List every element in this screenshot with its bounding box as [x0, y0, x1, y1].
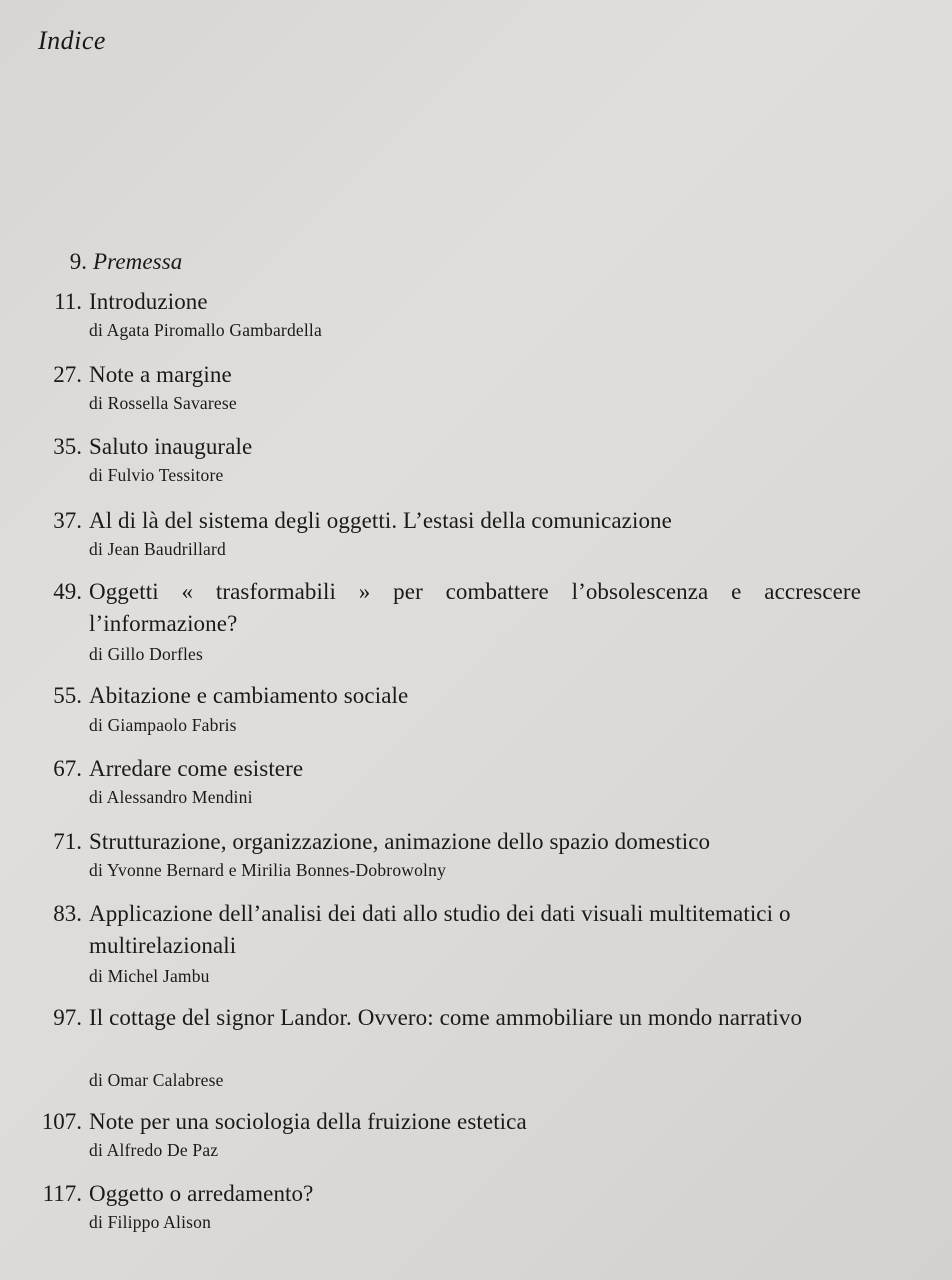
toc-page-number: 9.	[69, 249, 87, 274]
toc-author: di Giampaolo Fabris	[89, 715, 237, 735]
toc-page-number: 35.	[53, 434, 82, 459]
toc-page-number: 107.	[41, 1109, 82, 1134]
toc-author: di Rossella Savarese	[89, 393, 237, 413]
toc-title: Il cottage del signor Landor. Ovvero: come ammobiliare un mondo narrativo	[89, 1005, 803, 1030]
toc-page-number: 37.	[53, 508, 82, 533]
page-title: Indice	[38, 26, 106, 55]
toc-title: Strutturazione, organizzazione, animazione dello spazio domestico	[89, 829, 711, 854]
toc-title: Arredare come esistere	[89, 756, 304, 781]
toc-title: Introduzione	[89, 289, 208, 314]
toc-title: Note per una sociologia della fruizione estetica	[89, 1109, 527, 1134]
toc-page-number: 97.	[53, 1005, 82, 1030]
toc-title: Abitazione e cambiamento sociale	[89, 683, 409, 708]
toc-author: di Filippo Alison	[89, 1212, 212, 1232]
toc-title: Note a margine	[89, 362, 232, 387]
toc-page-number: 11.	[54, 289, 82, 314]
toc-title: Oggetti « trasformabili » per combattere l’obsolescenza e accrescere l’informazione?	[89, 579, 861, 636]
toc-title: Al di là del sistema degli oggetti. L’estasi della comunicazione	[89, 508, 672, 533]
toc-page-number: 67.	[53, 756, 82, 781]
toc-page-number: 27.	[53, 362, 82, 387]
toc-author: di Gillo Dorfles	[89, 644, 204, 664]
toc-author: di Alessandro Mendini	[89, 787, 253, 807]
toc-title: Oggetto o arredamento?	[89, 1181, 314, 1206]
toc-author: di Fulvio Tessitore	[89, 465, 224, 485]
toc-page-number: 49.	[53, 579, 82, 604]
toc-page-number: 55.	[53, 683, 82, 708]
toc-title: Saluto inaugurale	[89, 434, 253, 459]
toc-title: Premessa	[93, 249, 183, 274]
toc-title: Applicazione dell’analisi dei dati allo studio dei dati visuali multitematici o multirelazionali	[89, 901, 791, 958]
toc-author: di Yvonne Bernard e Mirilia Bonnes-Dobrowolny	[89, 860, 447, 880]
toc-author: di Omar Calabrese	[89, 1070, 224, 1090]
toc-author: di Jean Baudrillard	[89, 539, 226, 559]
toc-page-number: 83.	[53, 901, 82, 926]
toc-author: di Michel Jambu	[89, 966, 210, 986]
toc-page-number: 71.	[53, 829, 82, 854]
toc-author: di Alfredo De Paz	[89, 1140, 219, 1160]
toc-author: di Agata Piromallo Gambardella	[89, 320, 322, 340]
toc-page-number: 117.	[42, 1181, 82, 1206]
